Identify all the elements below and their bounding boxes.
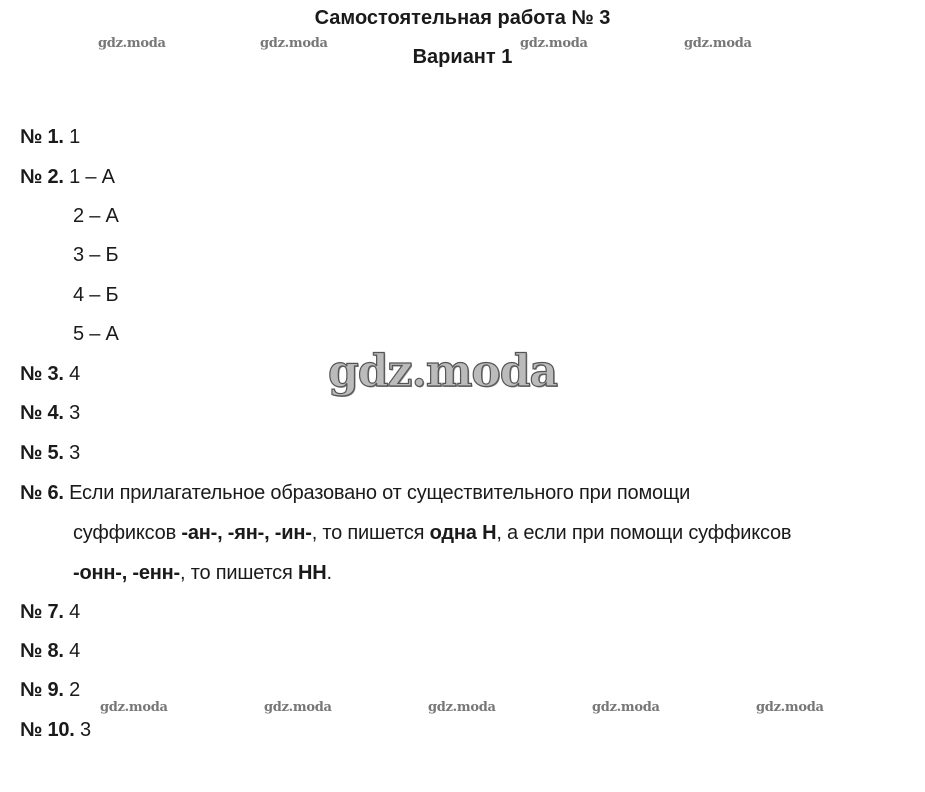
answer-text: 4 [69,601,81,623]
watermark: gdz.moda [684,36,752,51]
center-watermark: gdz.moda [328,346,558,397]
watermark: gdz.moda [592,700,660,715]
answer-6-line-1 [20,481,690,505]
answer-1 [20,125,80,149]
answer-text: 3 [69,442,81,464]
answer-2-sub: 3 – Б [73,244,119,266]
watermark: gdz.moda [100,700,168,715]
answer-text: 1 – А [69,166,115,188]
answer-number: № 5. [20,442,64,464]
answer-9 [20,678,80,702]
answer-text: суффиксов [73,522,182,544]
answer-10 [20,718,91,742]
answer-number: № 7. [20,601,64,623]
answer-text: . [326,562,332,584]
watermark: gdz.moda [520,36,588,51]
watermark: gdz.moda [264,700,332,715]
answer-2-sub: 2 – А [73,205,119,227]
answer-number: № 6. [20,482,64,504]
answer-number: № 3. [20,363,64,385]
answer-7 [20,600,80,624]
answer-4 [20,401,80,425]
answer-2-sub: 5 – А [73,323,119,345]
page-title: Самостоятельная работа № 3 [314,7,611,29]
watermark: gdz.moda [428,700,496,715]
answer-number: № 9. [20,679,64,701]
suffix-list: -ан-, -ян-, -ин- [181,522,312,544]
watermark: gdz.moda [260,36,328,51]
answer-text: , то пишется [180,562,298,584]
answer-6-line-2 [73,521,791,545]
answer-number: № 10. [20,719,75,741]
rule-emphasis: НН [297,562,327,584]
watermark: gdz.moda [756,700,824,715]
variant-heading: Вариант 1 [412,46,513,68]
answer-number: № 4. [20,402,64,424]
answer-text: 4 [69,640,81,662]
suffix-list: -онн-, -енн- [73,562,181,584]
answer-6-line-3 [73,561,332,585]
answer-5 [20,441,80,465]
rule-emphasis: одна Н [429,522,497,544]
answer-2 [20,165,115,189]
answer-number: № 8. [20,640,64,662]
answer-8 [20,639,80,663]
answer-text: 2 [69,679,81,701]
answer-2-sub: 4 – Б [73,284,119,306]
answer-text: 1 [69,126,81,148]
answer-text: 3 [69,402,81,424]
answer-number: № 1. [20,126,64,148]
answer-text: 3 [80,719,91,741]
answer-text: , а если при помощи суффиксов [496,522,792,544]
watermark: gdz.moda [98,36,166,51]
answer-number: № 2. [20,166,64,188]
answer-text: , то пишется [311,522,430,544]
answer-text: Если прилагательное образовано от существительного при помощи [69,482,691,504]
answer-3 [20,362,80,386]
answer-text: 4 [69,363,81,385]
